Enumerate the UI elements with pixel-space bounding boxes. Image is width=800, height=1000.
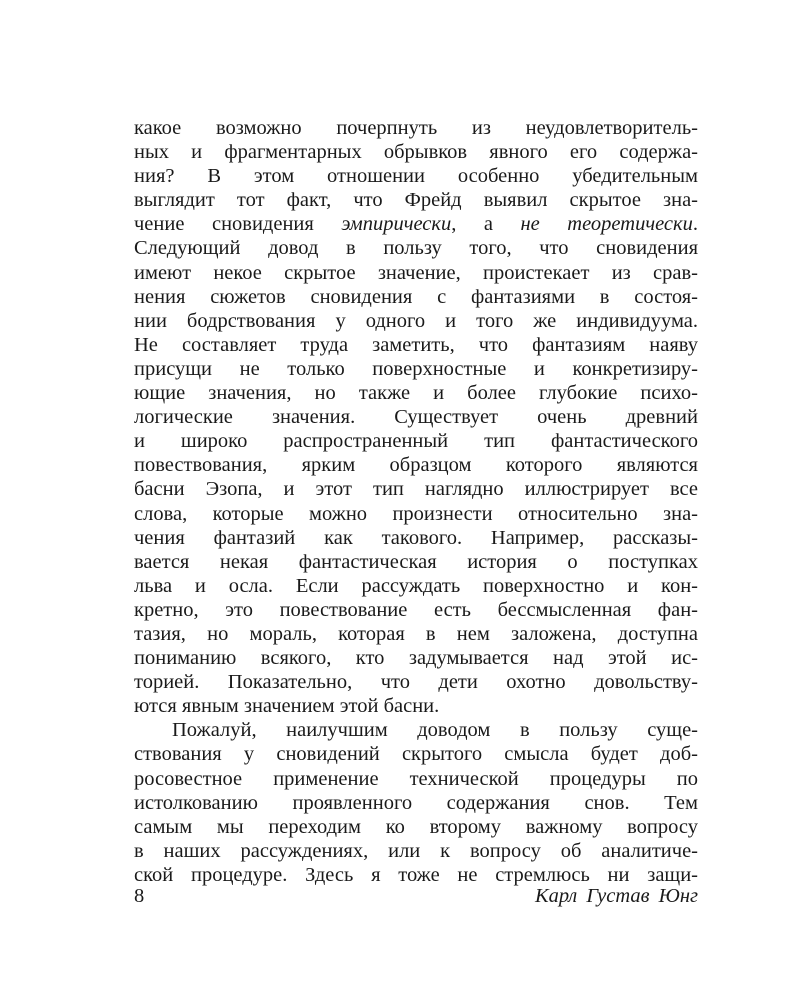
text-line: какое возможно почерпнуть из неудовлетворитель- — [134, 117, 698, 139]
text-line: присущи не только поверхностные и конкретизиру- — [134, 357, 698, 380]
text-line: тазия, но мораль, которая в нем заложена, доступна — [134, 622, 698, 645]
running-author: Карл Густав Юнг — [534, 885, 698, 907]
text-line: ющие значения, но также и более глубокие психо- — [134, 382, 698, 405]
text-segment: чение сновидения — [134, 213, 342, 236]
text-line: льва и осла. Если рассуждать поверхностно и кон- — [134, 574, 698, 597]
text-line: Не составляет труда заметить, что фантазиям наяву — [134, 333, 698, 356]
text-line: басни Эзопа, и этот тип наглядно иллюстрирует все — [134, 478, 698, 501]
text-line: ской процедуре. Здесь я тоже не стремлюсь ни защи- — [134, 863, 698, 886]
text-line: торией. Показательно, что дети охотно довольству- — [134, 671, 698, 694]
text-line: Пожалуй, наилучшим доводом в пользу суще- — [172, 719, 698, 742]
text-line: кретно, это повествование есть бессмысленная фан- — [134, 598, 698, 621]
text-line: ются явным значением этой басни. — [134, 695, 440, 718]
emphasis-empirically: эмпирически — [341, 213, 452, 236]
text-line: ствования у сновидений скрытого смысла будет доб- — [134, 743, 698, 766]
text-line: и широко распространенный тип фантастического — [134, 430, 698, 453]
text-line: нения сюжетов сновидения с фантазиями в состоя- — [134, 285, 698, 308]
text-line: самым мы переходим ко второму важному вопросу — [134, 815, 698, 838]
text-line: Следующий довод в пользу того, что сновидения — [134, 237, 698, 260]
text-line: вается некая фантастическая история о поступках — [134, 550, 698, 573]
text-line: нии бодрствования у одного и того же индивидуума. — [134, 309, 698, 332]
text-line-with-emphasis — [134, 212, 698, 236]
text-line: логические значения. Существует очень древний — [134, 406, 698, 429]
text-line: в наших рассуждениях, или к вопросу об аналитиче- — [134, 839, 698, 862]
text-segment: , а — [451, 213, 521, 236]
text-line: ния? В этом отношении особенно убедительным — [134, 165, 698, 188]
text-segment: . — [692, 213, 698, 236]
text-line: чения фантазий как такового. Например, рассказы- — [134, 526, 698, 549]
text-line: имеют некое скрытое значение, проистекает из срав- — [134, 261, 698, 284]
text-line: истолкованию проявленного содержания снов. Тем — [134, 791, 698, 814]
body-text — [134, 116, 698, 887]
text-line: выглядит тот факт, что Фрейд выявил скрытое зна- — [134, 189, 698, 212]
text-line: пониманию всякого, кто задумывается над этой ис- — [134, 647, 698, 670]
text-line: слова, которые можно произнести относительно зна- — [134, 502, 698, 525]
emphasis-not-theoretically: не теоретически — [520, 213, 693, 236]
text-line: росовестное применение технической процедуры по — [134, 767, 698, 790]
page-number: 8 — [134, 885, 145, 907]
text-line: ных и фрагментарных обрывков явного его содержа- — [134, 141, 698, 164]
text-line: повествования, ярким образцом которого являются — [134, 454, 698, 477]
